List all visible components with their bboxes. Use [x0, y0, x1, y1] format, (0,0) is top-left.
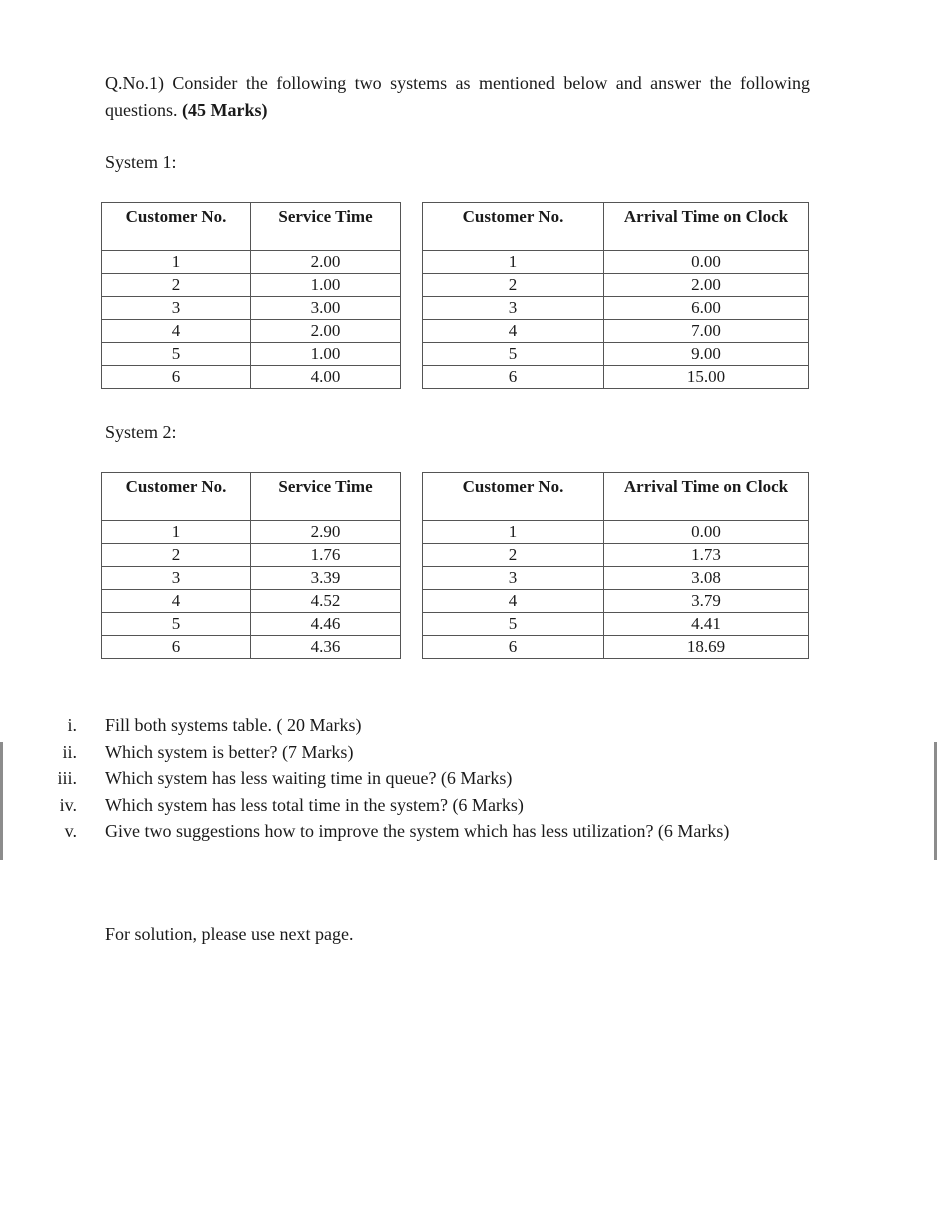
column-gap — [401, 590, 423, 613]
service-time-cell: 2.90 — [251, 521, 401, 544]
header-customer-no: Customer No. — [423, 203, 604, 251]
subquestion-number: i. — [67, 715, 77, 735]
table-row — [102, 297, 809, 320]
arrival-time-cell: 3.08 — [604, 567, 809, 590]
customer-no-cell: 3 — [423, 297, 604, 320]
service-time-cell: 4.36 — [251, 636, 401, 659]
subquestion-number: iii. — [57, 768, 77, 788]
subquestion-list — [40, 712, 760, 845]
column-gap — [401, 567, 423, 590]
arrival-time-cell: 3.79 — [604, 590, 809, 613]
subquestion-text: Give two suggestions how to improve the system which has less utilization? (6 Marks) — [105, 821, 730, 841]
service-time-cell: 1.00 — [251, 274, 401, 297]
customer-no-cell: 3 — [423, 567, 604, 590]
subquestion-number: ii. — [62, 741, 77, 762]
arrival-time-cell: 0.00 — [604, 251, 809, 274]
column-gap — [401, 297, 423, 320]
table-row — [102, 544, 809, 567]
list-item — [40, 739, 760, 766]
column-gap — [401, 343, 423, 366]
table-row — [102, 274, 809, 297]
customer-no-cell: 1 — [102, 521, 251, 544]
right-edge-mark — [934, 742, 937, 860]
column-gap — [401, 203, 423, 251]
customer-no-cell: 6 — [102, 636, 251, 659]
header-customer-no: Customer No. — [102, 473, 251, 521]
customer-no-cell: 3 — [102, 567, 251, 590]
customer-no-cell: 1 — [102, 251, 251, 274]
header-customer-no: Customer No. — [102, 203, 251, 251]
table-row — [102, 636, 809, 659]
subquestion-number: v. — [64, 821, 77, 841]
table-row — [102, 343, 809, 366]
table-row — [102, 366, 809, 389]
column-gap — [401, 366, 423, 389]
column-gap — [401, 636, 423, 659]
table-row — [102, 251, 809, 274]
column-gap — [401, 251, 423, 274]
arrival-time-cell: 15.00 — [604, 366, 809, 389]
arrival-time-cell: 4.41 — [604, 613, 809, 636]
table-row — [102, 521, 809, 544]
column-gap — [401, 544, 423, 567]
service-time-cell: 2.00 — [251, 320, 401, 343]
table-row — [102, 613, 809, 636]
arrival-time-cell: 18.69 — [604, 636, 809, 659]
table-row — [102, 590, 809, 613]
subquestion-text: Which system is better? (7 Marks) — [105, 741, 354, 762]
table-row — [102, 567, 809, 590]
header-service-time: Service Time — [251, 473, 401, 521]
customer-no-cell: 5 — [102, 613, 251, 636]
list-item — [40, 765, 760, 792]
service-time-cell: 3.00 — [251, 297, 401, 320]
list-item — [40, 792, 760, 819]
subquestion-text: Which system has less total time in the system? (6 Marks) — [105, 794, 524, 815]
header-arrival-time: Arrival Time on Clock — [604, 473, 809, 521]
customer-no-cell: 4 — [423, 320, 604, 343]
column-gap — [401, 473, 423, 521]
arrival-time-cell: 6.00 — [604, 297, 809, 320]
system-1-table — [101, 202, 809, 389]
list-item — [40, 818, 760, 845]
customer-no-cell: 1 — [423, 521, 604, 544]
system-2-table — [101, 472, 809, 659]
header-customer-no: Customer No. — [423, 473, 604, 521]
column-gap — [401, 320, 423, 343]
customer-no-cell: 3 — [102, 297, 251, 320]
arrival-time-cell: 1.73 — [604, 544, 809, 567]
header-arrival-time: Arrival Time on Clock — [604, 203, 809, 251]
arrival-time-cell: 9.00 — [604, 343, 809, 366]
table-row — [102, 320, 809, 343]
subquestion-number: iv. — [59, 794, 77, 815]
customer-no-cell: 5 — [102, 343, 251, 366]
customer-no-cell: 2 — [423, 544, 604, 567]
question-body: Q.No.1) Consider the following two systems as mentioned below and answer the following questions. — [105, 73, 810, 120]
service-time-cell: 3.39 — [251, 567, 401, 590]
service-time-cell: 1.76 — [251, 544, 401, 567]
arrival-time-cell: 7.00 — [604, 320, 809, 343]
subquestion-text: Fill both systems table. ( 20 Marks) — [105, 715, 362, 735]
column-gap — [401, 613, 423, 636]
system-2-label: System 2: — [105, 422, 177, 442]
question-text — [105, 70, 810, 124]
customer-no-cell: 2 — [102, 544, 251, 567]
customer-no-cell: 6 — [423, 366, 604, 389]
solution-note: For solution, please use next page. — [105, 924, 354, 944]
customer-no-cell: 4 — [102, 320, 251, 343]
left-edge-mark — [0, 742, 3, 860]
service-time-cell: 4.46 — [251, 613, 401, 636]
service-time-cell: 1.00 — [251, 343, 401, 366]
system-1-label: System 1: — [105, 152, 177, 172]
customer-no-cell: 1 — [423, 251, 604, 274]
customer-no-cell: 2 — [102, 274, 251, 297]
service-time-cell: 4.00 — [251, 366, 401, 389]
customer-no-cell: 6 — [102, 366, 251, 389]
service-time-cell: 4.52 — [251, 590, 401, 613]
column-gap — [401, 521, 423, 544]
service-time-cell: 2.00 — [251, 251, 401, 274]
customer-no-cell: 5 — [423, 613, 604, 636]
list-item — [40, 712, 760, 739]
customer-no-cell: 4 — [102, 590, 251, 613]
header-service-time: Service Time — [251, 203, 401, 251]
arrival-time-cell: 0.00 — [604, 521, 809, 544]
customer-no-cell: 5 — [423, 343, 604, 366]
column-gap — [401, 274, 423, 297]
question-marks: (45 Marks) — [182, 100, 268, 120]
arrival-time-cell: 2.00 — [604, 274, 809, 297]
customer-no-cell: 4 — [423, 590, 604, 613]
subquestion-text: Which system has less waiting time in queue? (6 Marks) — [105, 768, 513, 788]
customer-no-cell: 6 — [423, 636, 604, 659]
customer-no-cell: 2 — [423, 274, 604, 297]
